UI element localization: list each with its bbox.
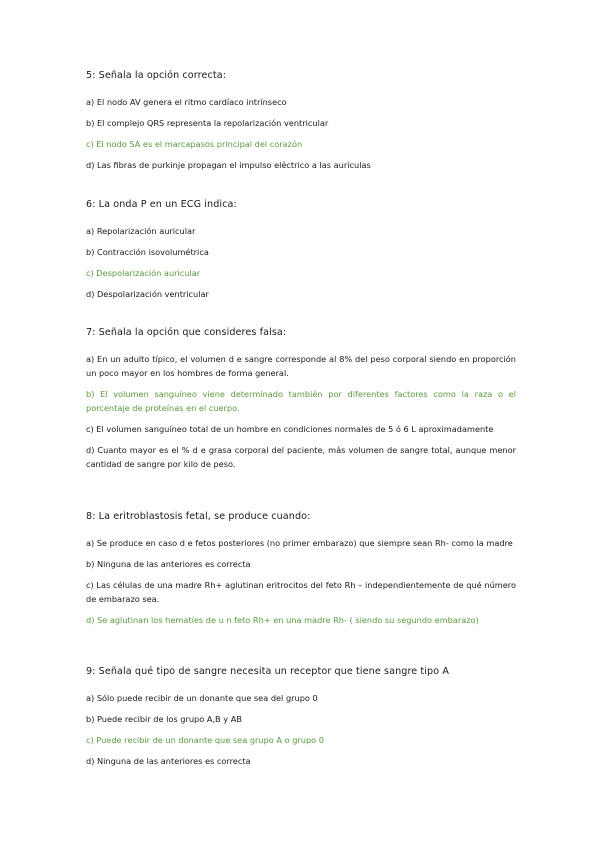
option-d: d) Las fibras de purkinje propagan el impulso eléctrico a las aurículas: [86, 160, 371, 170]
question-7: [86, 327, 516, 478]
option-d: d) Ninguna de las anteriores es correcta: [86, 756, 251, 766]
option-c-correct: c) El nodo SA es el marcapasos principal del corazón: [86, 139, 303, 149]
question-title: 8: La eritroblastosis fetal, se produce cuando:: [86, 511, 311, 522]
option-b: b) Contracción isovolumétrica: [86, 247, 209, 257]
question-6: [86, 199, 516, 308]
option-a: a) Sólo puede recibir de un donante que sea del grupo 0: [86, 693, 318, 703]
question-title: 9: Señala qué tipo de sangre necesita un receptor que tiene sangre tipo A: [86, 666, 450, 677]
option-b: b) Ninguna de las anteriores es correcta: [86, 559, 251, 569]
question-5: [86, 70, 516, 179]
option-b: b) El complejo QRS representa la repolarización ventricular: [86, 118, 329, 128]
option-c-correct: c) Puede recibir de un donante que sea grupo A o grupo 0: [86, 735, 324, 745]
option-c-correct: c) Despolarización auricular: [86, 268, 201, 278]
option-b-correct: b) El volumen sanguíneo viene determinado también por diferentes factores como la raza o el porcentaje de proteínas en el cuerpo.: [86, 389, 516, 413]
option-c: c) Las células de una madre Rh+ aglutinan eritrocitos del feto Rh – independientemente de qué número de embarazo sea.: [86, 580, 516, 604]
question-9: [86, 666, 516, 775]
option-c: c) El volumen sanguíneo total de un hombre en condiciones normales de 5 ó 6 L aproximadamente: [86, 424, 494, 434]
option-a: a) Repolarización auricular: [86, 226, 196, 236]
option-d: d) Cuanto mayor es el % d e grasa corporal del paciente, más volumen de sangre total, aunque menor cantidad de sangre por kilo de peso.: [86, 445, 516, 469]
question-title: 6: La onda P en un ECG indica:: [86, 199, 237, 210]
question-title: 7: Señala la opción que consideres falsa:: [86, 327, 287, 338]
option-a: a) Se produce en caso d e fetos posteriores (no primer embarazo) que siempre sean Rh- como la madre: [86, 538, 513, 548]
option-a: a) En un adulto típico, el volumen d e sangre corresponde al 8% del peso corporal siendo en proporción un poco mayor en los hombres de forma general.: [86, 354, 516, 378]
option-d: d) Despolarización ventricular: [86, 289, 209, 299]
option-a: a) El nodo AV genera el ritmo cardíaco intrínseco: [86, 97, 287, 107]
question-title: 5: Señala la opción correcta:: [86, 70, 227, 81]
question-8: [86, 511, 516, 634]
option-b: b) Puede recibir de los grupo A,B y AB: [86, 714, 242, 724]
option-d-correct: d) Se aglutinan los hematíes de u n feto Rh+ en una madre Rh- ( siendo su segundo embarazo): [86, 615, 479, 625]
